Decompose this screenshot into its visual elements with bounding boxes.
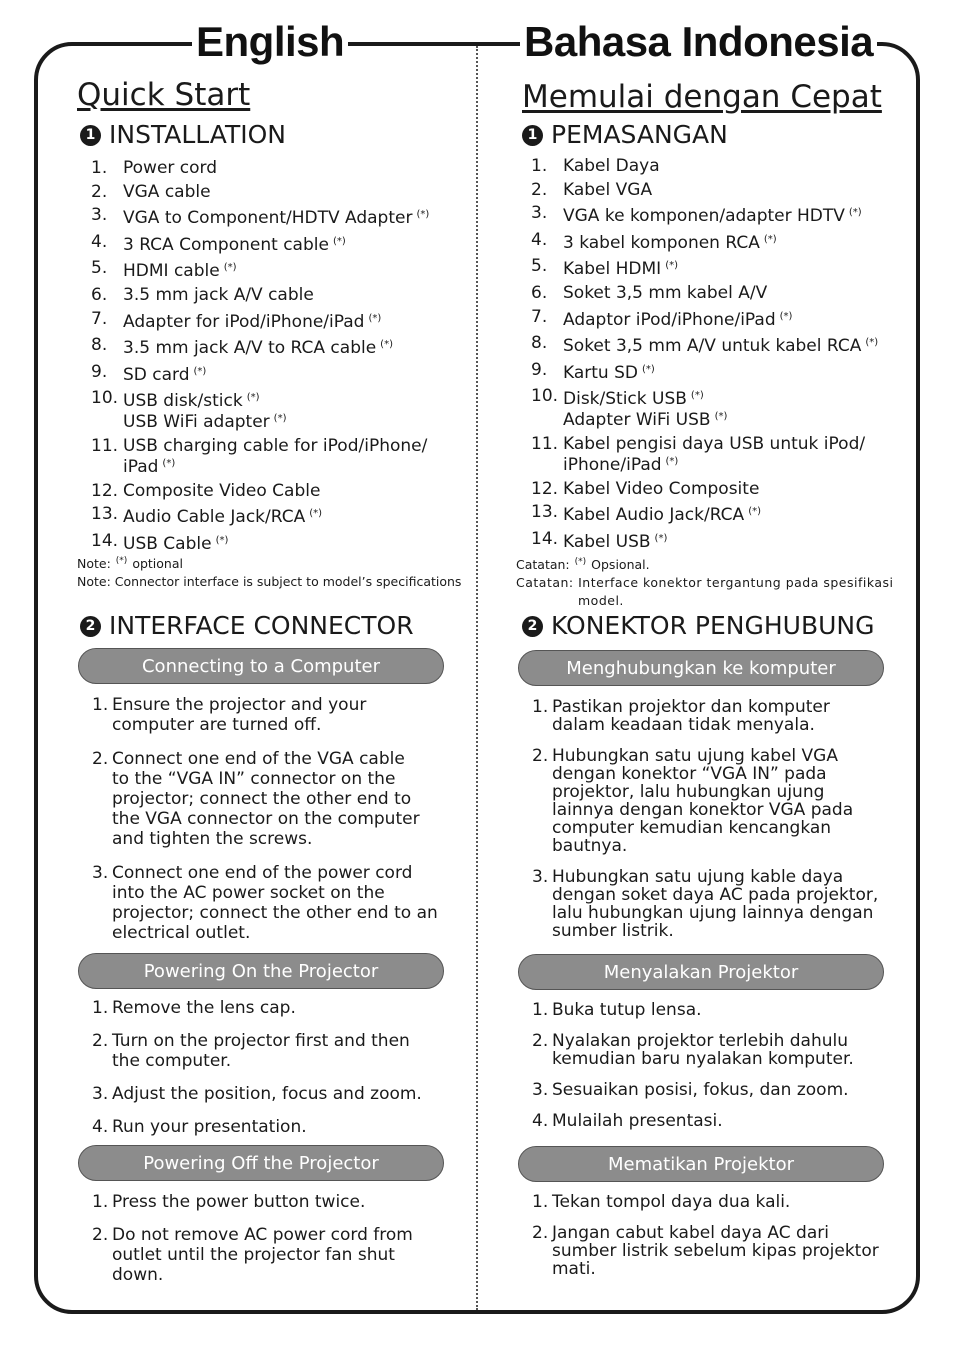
step-text: Adjust the position, focus and zoom. <box>112 1084 422 1104</box>
item-number: 4. <box>531 229 548 250</box>
item-text: Soket 3,5 mm A/V untuk kabel RCA (*) <box>563 336 879 357</box>
optional-mark: (*) <box>865 337 879 349</box>
list-item <box>76 336 468 357</box>
item-text: Kabel USB (*) <box>563 531 668 552</box>
step-number: 3. <box>532 867 549 887</box>
section-number-badge: 1 <box>522 125 543 146</box>
list-item <box>516 435 908 474</box>
list-item <box>516 503 908 524</box>
item-text: 3 kabel komponen RCA (*) <box>563 232 777 253</box>
interface-heading-text: INTERFACE CONNECTOR <box>109 611 414 640</box>
item-text: Adaptor iPod/iPhone/iPad (*) <box>563 309 793 330</box>
item-text: Kabel pengisi daya USB untuk iPod/ iPhone/iPad (*) <box>563 433 866 475</box>
step-number: 3. <box>92 863 109 883</box>
optional-mark: (*) <box>763 233 777 245</box>
english-title: English <box>192 20 348 64</box>
optional-mark: (*) <box>848 207 862 219</box>
step-item <box>516 1032 908 1068</box>
note-connector: Catatan: Interface konektor tergantung pada spesifikasi <box>516 575 894 590</box>
notes <box>516 553 903 610</box>
power-off-banner: Powering Off the Projector <box>78 1145 444 1181</box>
optional-mark: (*) <box>162 457 176 469</box>
step-item <box>516 747 908 855</box>
step-text: Do not remove AC power cord from outlet until the projector fan shut down. <box>112 1225 413 1285</box>
item-number: 9. <box>91 361 108 382</box>
step-number: 1. <box>92 1192 109 1212</box>
list-item <box>76 206 468 227</box>
quick-start-title: Memulai dengan Cepat <box>522 79 882 115</box>
step-number: 1. <box>92 998 109 1018</box>
step-item <box>516 1112 908 1130</box>
step-text: Nyalakan projektor terlebih dahulu kemudian baru nyalakan komputer. <box>552 1031 854 1069</box>
list-item <box>76 159 468 177</box>
list-item <box>76 505 468 526</box>
list-item <box>76 363 468 384</box>
list-item <box>516 334 908 355</box>
step-text: Hubungkan satu ujung kable daya dengan soket daya AC pada projektor, lalu hubungkan ujung lainnya dengan sumber listrik. <box>552 867 879 941</box>
item-text: 3 RCA Component cable (*) <box>123 234 346 255</box>
list-item <box>76 310 468 331</box>
list-item <box>516 204 908 225</box>
item-number: 8. <box>531 333 548 354</box>
note-connector-continued: model. <box>578 593 624 608</box>
step-item <box>516 1001 908 1019</box>
list-item <box>516 361 908 382</box>
power-on-steps <box>76 998 468 1137</box>
step-item <box>76 998 468 1018</box>
list-item <box>76 482 468 500</box>
list-item <box>516 181 908 199</box>
optional-mark: (*) <box>714 411 728 423</box>
item-number: 10. <box>91 388 119 409</box>
optional-mark: (*) <box>332 235 346 247</box>
item-text: Kabel HDMI (*) <box>563 259 679 280</box>
list-item <box>76 286 468 304</box>
section-number-badge: 2 <box>80 616 101 637</box>
item-number: 14. <box>91 530 119 551</box>
step-number: 3. <box>92 1084 109 1104</box>
step-item <box>516 868 908 940</box>
step-number: 2. <box>532 1031 549 1051</box>
item-text: VGA ke komponen/adapter HDTV (*) <box>563 206 862 227</box>
step-item <box>516 1193 908 1211</box>
list-item <box>76 532 468 553</box>
optional-mark: (*) <box>193 365 207 377</box>
item-text: Soket 3,5 mm kabel A/V <box>563 282 768 303</box>
item-text: VGA to Component/HDTV Adapter (*) <box>123 208 430 229</box>
interface-heading <box>522 611 875 641</box>
step-text: Turn on the projector first and then the computer. <box>112 1031 410 1071</box>
item-text: HDMI cable (*) <box>123 261 237 282</box>
item-number: 10. <box>531 386 559 407</box>
step-text: Hubungkan satu ujung kabel VGA dengan konektor “VGA IN” pada projektor, lalu hubungkan ujung lainnya dengan konektor VGA pada computer kemudian kencangkan bautnya. <box>552 746 854 856</box>
step-number: 2. <box>532 746 549 766</box>
optional-mark: (*) <box>368 312 382 324</box>
connecting-computer-steps <box>516 698 908 940</box>
item-number: 13. <box>91 504 119 525</box>
item-number: 7. <box>91 308 108 329</box>
optional-mark: (*) <box>654 532 668 544</box>
list-item <box>516 387 908 429</box>
step-item <box>76 1192 468 1212</box>
list-item <box>76 437 468 476</box>
list-item <box>516 284 908 302</box>
list-item <box>76 183 468 201</box>
item-number: 3. <box>531 203 548 224</box>
installation-list <box>76 159 468 558</box>
item-text: Adapter for iPod/iPhone/iPad (*) <box>123 311 382 332</box>
item-text: 3.5 mm jack A/V cable <box>123 284 314 305</box>
item-number: 1. <box>531 156 548 176</box>
step-text: Sesuaikan posisi, fokus, dan zoom. <box>552 1080 849 1100</box>
item-number: 11. <box>91 435 119 456</box>
connecting-computer-banner: Menghubungkan ke komputer <box>518 650 884 686</box>
item-text: Kabel VGA <box>563 179 653 200</box>
item-number: 12. <box>531 478 559 499</box>
step-item <box>516 698 908 734</box>
step-text: Run your presentation. <box>112 1117 307 1137</box>
item-text: Kabel Video Composite <box>563 478 760 499</box>
item-number: 13. <box>531 502 559 523</box>
power-on-banner: Menyalakan Projektor <box>518 954 884 990</box>
item-text: Audio Cable Jack/RCA (*) <box>123 507 323 528</box>
item-number: 3. <box>91 205 108 226</box>
optional-mark: (*) <box>641 363 655 375</box>
item-text: SD card (*) <box>123 364 207 385</box>
item-number: 1. <box>91 158 108 178</box>
optional-mark: (*) <box>309 508 323 520</box>
step-text: Mulailah presentasi. <box>552 1111 723 1131</box>
item-number: 2. <box>531 179 548 200</box>
optional-mark: (*) <box>665 260 679 272</box>
item-number: 6. <box>91 284 108 305</box>
step-number: 2. <box>92 1031 109 1051</box>
note-optional: Catatan: (*) Opsional. <box>516 557 650 572</box>
connecting-computer-steps <box>76 695 468 943</box>
list-item <box>516 530 908 551</box>
optional-mark: (*) <box>223 262 237 274</box>
item-text: USB charging cable for iPod/iPhone/ iPad (*) <box>123 435 428 477</box>
item-text: USB Cable (*) <box>123 533 229 554</box>
item-number: 7. <box>531 306 548 327</box>
step-item <box>76 863 468 943</box>
step-number: 4. <box>532 1111 549 1131</box>
quick-start-title: Quick Start <box>77 77 251 113</box>
step-text: Pastikan projektor dan komputer dalam keadaan tidak menyala. <box>552 697 830 735</box>
step-number: 4. <box>92 1117 109 1137</box>
step-number: 1. <box>532 697 549 717</box>
item-number: 5. <box>91 258 108 279</box>
step-number: 1. <box>532 1192 549 1212</box>
step-number: 2. <box>92 1225 109 1245</box>
installation-heading-text: PEMASANGAN <box>551 120 728 149</box>
installation-list <box>516 157 908 556</box>
item-text: Kabel Daya <box>563 156 660 176</box>
power-off-banner: Mematikan Projektor <box>518 1146 884 1182</box>
item-number: 11. <box>531 433 559 454</box>
power-on-steps <box>516 1001 908 1130</box>
optional-mark: (*) <box>416 209 430 221</box>
optional-mark: (*) <box>380 339 393 351</box>
item-number: 8. <box>91 335 108 356</box>
optional-mark: (*) <box>779 310 793 322</box>
installation-heading-text: INSTALLATION <box>109 120 286 149</box>
item-text: USB disk/stick (*) USB WiFi adapter (*) <box>123 391 287 433</box>
section-number-badge: 1 <box>80 125 101 146</box>
interface-heading-text: KONEKTOR PENGHUBUNG <box>551 611 875 640</box>
step-text: Tekan tompol daya dua kali. <box>552 1192 791 1212</box>
optional-mark: (*) <box>273 413 287 425</box>
optional-mark: (*) <box>748 506 761 518</box>
item-text: Composite Video Cable <box>123 480 321 501</box>
list-item <box>76 259 468 280</box>
step-text: Ensure the projector and your computer are turned off. <box>112 695 367 735</box>
item-text: Disk/Stick USB (*) Adapter WiFi USB (*) <box>563 389 728 431</box>
notes <box>77 552 469 591</box>
item-text: Kartu SD (*) <box>563 362 655 383</box>
installation-heading <box>522 120 728 150</box>
note-connector: Note: Connector interface is subject to model’s specifications <box>77 574 462 589</box>
step-text: Connect one end of the power cord into the AC power socket on the projector; connect the other end to an electrical outlet. <box>112 863 438 943</box>
item-number: 4. <box>91 231 108 252</box>
power-off-steps <box>516 1193 908 1278</box>
step-number: 3. <box>532 1080 549 1100</box>
step-item <box>76 1084 468 1104</box>
step-number: 2. <box>92 749 109 769</box>
item-number: 2. <box>91 181 108 202</box>
list-item <box>516 157 908 175</box>
step-number: 1. <box>532 1000 549 1020</box>
step-text: Buka tutup lensa. <box>552 1000 702 1020</box>
step-item <box>76 695 468 735</box>
list-item <box>76 389 468 431</box>
step-number: 2. <box>532 1223 549 1243</box>
step-item <box>516 1081 908 1099</box>
section-number-badge: 2 <box>522 616 543 637</box>
list-item <box>76 233 468 254</box>
power-off-steps <box>76 1192 468 1285</box>
item-text: 3.5 mm jack A/V to RCA cable (*) <box>123 338 393 359</box>
step-number: 1. <box>92 695 109 715</box>
optional-mark: (*) <box>215 534 229 546</box>
step-text: Connect one end of the VGA cable to the “VGA IN” connector on the projector; connect the other end to the VGA connector on the computer and tighten the screws. <box>112 749 420 849</box>
item-text: VGA cable <box>123 181 211 202</box>
step-text: Jangan cabut kabel daya AC dari sumber listrik sebelum kipas projektor mati. <box>552 1223 879 1279</box>
item-number: 14. <box>531 528 559 549</box>
item-number: 6. <box>531 282 548 303</box>
item-number: 9. <box>531 359 548 380</box>
list-item <box>516 480 908 498</box>
step-item <box>516 1224 908 1278</box>
step-item <box>76 1117 468 1137</box>
step-item <box>76 1225 468 1285</box>
installation-heading <box>80 120 286 150</box>
power-on-banner: Powering On the Projector <box>78 953 444 989</box>
step-item <box>76 749 468 849</box>
item-text: Kabel Audio Jack/RCA (*) <box>563 505 761 526</box>
note-optional: Note: (*) optional <box>77 556 183 571</box>
list-item <box>516 308 908 329</box>
item-text: Power cord <box>123 158 218 178</box>
optional-mark: (*) <box>665 455 679 467</box>
list-item <box>516 257 908 278</box>
interface-heading <box>80 611 414 641</box>
connecting-computer-banner: Connecting to a Computer <box>78 648 444 684</box>
step-text: Remove the lens cap. <box>112 998 296 1018</box>
item-number: 5. <box>531 256 548 277</box>
column-divider <box>476 46 478 1310</box>
indonesian-title: Bahasa Indonesia <box>520 20 877 64</box>
item-number: 12. <box>91 480 119 501</box>
step-item <box>76 1031 468 1071</box>
list-item <box>516 231 908 252</box>
step-text: Press the power button twice. <box>112 1192 366 1212</box>
